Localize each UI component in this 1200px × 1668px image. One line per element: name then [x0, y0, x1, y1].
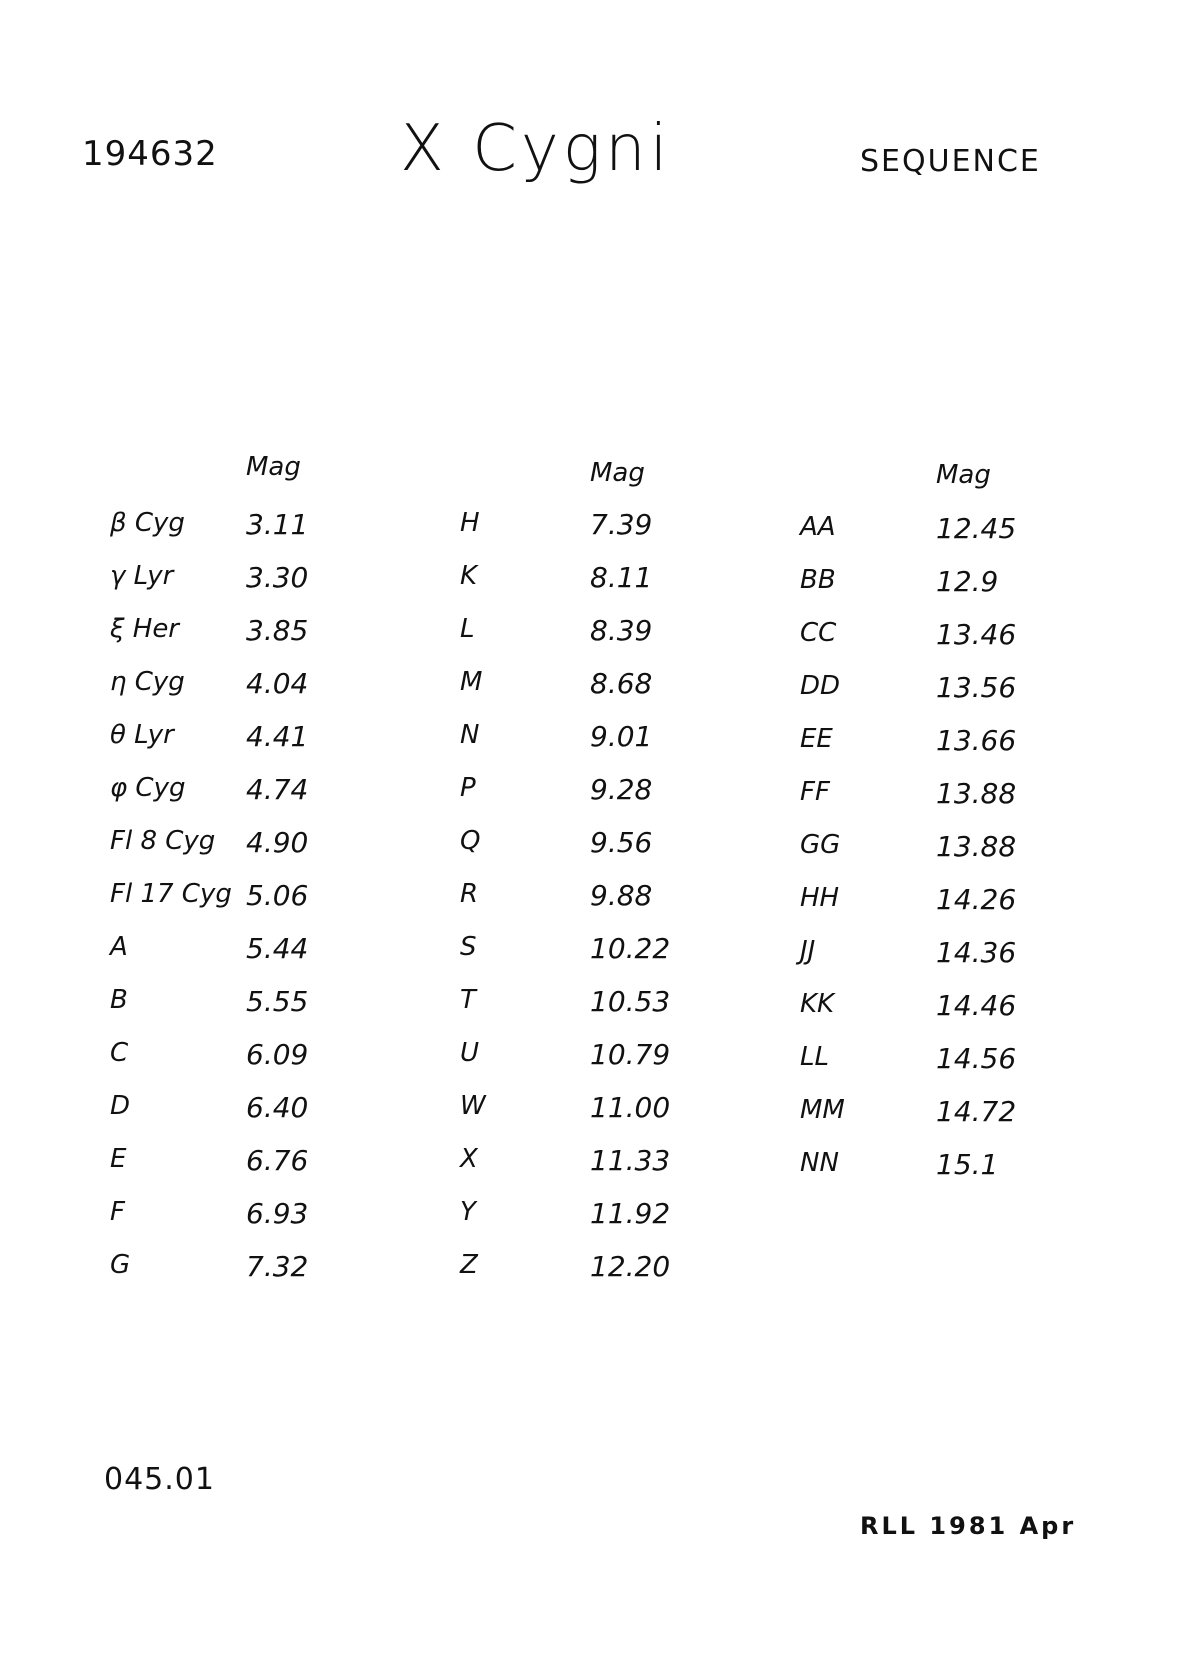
- star-magnitude: 4.74: [246, 773, 309, 806]
- star-magnitude: 13.88: [936, 830, 1017, 863]
- star-magnitude: 11.00: [590, 1091, 671, 1124]
- star-label: C: [110, 1038, 129, 1068]
- footer-code: 045.01: [104, 1462, 215, 1497]
- star-label: U: [460, 1038, 480, 1068]
- star-magnitude: 6.09: [246, 1038, 309, 1071]
- star-label: T: [460, 985, 476, 1015]
- page-title: X Cygni: [400, 112, 672, 186]
- star-magnitude: 8.68: [590, 667, 653, 700]
- mag-header: Mag: [246, 452, 301, 482]
- star-magnitude: 14.26: [936, 883, 1017, 916]
- star-magnitude: 12.20: [590, 1250, 671, 1283]
- star-magnitude: 8.39: [590, 614, 653, 647]
- star-magnitude: 6.40: [246, 1091, 309, 1124]
- star-magnitude: 8.11: [590, 561, 653, 594]
- star-label: K: [460, 561, 478, 591]
- star-magnitude: 10.22: [590, 932, 671, 965]
- author-signature: RLL 1981 Apr: [860, 1512, 1077, 1540]
- star-magnitude: 3.85: [246, 614, 309, 647]
- star-magnitude: 5.44: [246, 932, 309, 965]
- star-label: X: [460, 1144, 478, 1174]
- star-label: E: [110, 1144, 127, 1174]
- star-magnitude: 3.30: [246, 561, 309, 594]
- star-label: M: [460, 667, 483, 697]
- star-magnitude: 13.56: [936, 671, 1017, 704]
- star-magnitude: 13.66: [936, 724, 1017, 757]
- star-label: Z: [460, 1250, 478, 1280]
- star-label: LL: [800, 1042, 829, 1072]
- star-label: W: [460, 1091, 486, 1121]
- star-label: EE: [800, 724, 833, 754]
- star-label: Q: [460, 826, 481, 856]
- star-label: Fl 8 Cyg: [110, 826, 216, 856]
- star-label: BB: [800, 565, 836, 595]
- star-magnitude: 7.39: [590, 508, 653, 541]
- star-magnitude: 14.72: [936, 1095, 1017, 1128]
- star-magnitude: 6.76: [246, 1144, 309, 1177]
- star-label: θ Lyr: [110, 720, 174, 750]
- star-label: ξ Her: [110, 614, 179, 644]
- star-label: Y: [460, 1197, 476, 1227]
- star-label: AA: [800, 512, 836, 542]
- star-label: P: [460, 773, 476, 803]
- star-magnitude: 3.11: [246, 508, 309, 541]
- star-label: HH: [800, 883, 840, 913]
- star-label: JJ: [800, 936, 816, 966]
- star-magnitude: 4.41: [246, 720, 309, 753]
- star-label: G: [110, 1250, 131, 1280]
- star-label: F: [110, 1197, 125, 1227]
- star-magnitude: 10.53: [590, 985, 671, 1018]
- star-label: D: [110, 1091, 131, 1121]
- star-label: NN: [800, 1148, 839, 1178]
- star-magnitude: 11.33: [590, 1144, 671, 1177]
- star-label: Fl 17 Cyg: [110, 879, 232, 909]
- star-label: KK: [800, 989, 835, 1019]
- star-label: DD: [800, 671, 841, 701]
- star-label: R: [460, 879, 479, 909]
- star-label: H: [460, 508, 480, 538]
- star-label: β Cyg: [110, 508, 185, 538]
- star-magnitude: 12.45: [936, 512, 1017, 545]
- star-magnitude: 6.93: [246, 1197, 309, 1230]
- star-magnitude: 7.32: [246, 1250, 309, 1283]
- star-label: A: [110, 932, 128, 962]
- star-magnitude: 10.79: [590, 1038, 671, 1071]
- chart-id-number: 194632: [82, 134, 218, 174]
- star-label: γ Lyr: [110, 561, 174, 591]
- star-magnitude: 9.56: [590, 826, 653, 859]
- star-label: GG: [800, 830, 841, 860]
- sequence-label: SEQUENCE: [860, 144, 1041, 179]
- star-magnitude: 14.46: [936, 989, 1017, 1022]
- star-label: B: [110, 985, 128, 1015]
- star-magnitude: 13.46: [936, 618, 1017, 651]
- star-magnitude: 9.28: [590, 773, 653, 806]
- star-magnitude: 14.56: [936, 1042, 1017, 1075]
- star-magnitude: 14.36: [936, 936, 1017, 969]
- star-label: η Cyg: [110, 667, 185, 697]
- star-magnitude: 4.90: [246, 826, 309, 859]
- star-magnitude: 4.04: [246, 667, 309, 700]
- star-magnitude: 12.9: [936, 565, 999, 598]
- star-label: MM: [800, 1095, 845, 1125]
- mag-header: Mag: [936, 460, 991, 490]
- star-magnitude: 9.88: [590, 879, 653, 912]
- star-label: CC: [800, 618, 837, 648]
- star-magnitude: 9.01: [590, 720, 653, 753]
- star-label: L: [460, 614, 475, 644]
- star-magnitude: 5.55: [246, 985, 309, 1018]
- star-magnitude: 13.88: [936, 777, 1017, 810]
- star-label: φ Cyg: [110, 773, 186, 803]
- star-label: N: [460, 720, 480, 750]
- star-magnitude: 15.1: [936, 1148, 999, 1181]
- star-magnitude: 11.92: [590, 1197, 671, 1230]
- star-label: FF: [800, 777, 830, 807]
- star-magnitude: 5.06: [246, 879, 309, 912]
- mag-header: Mag: [590, 458, 645, 488]
- star-label: S: [460, 932, 477, 962]
